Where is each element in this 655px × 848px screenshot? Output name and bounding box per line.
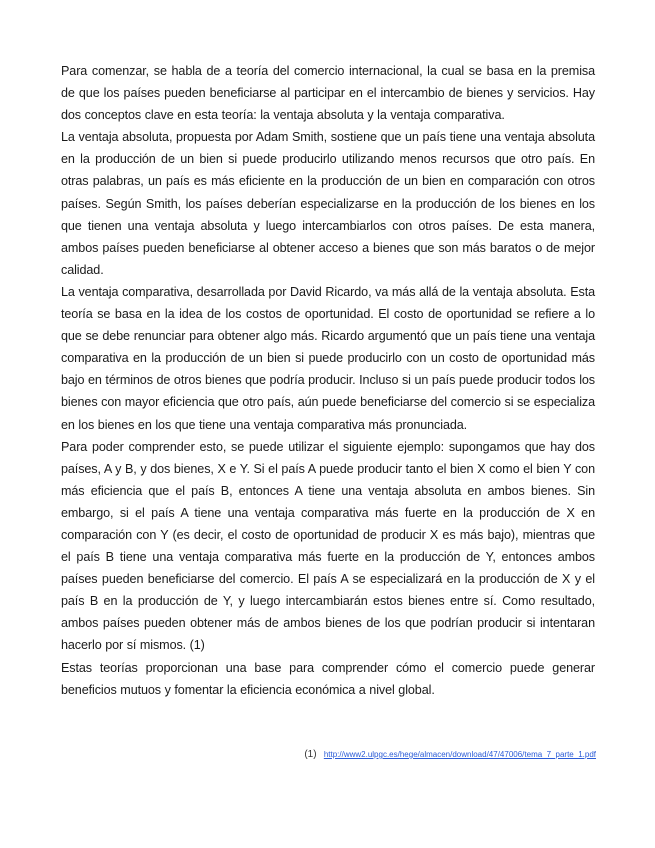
footnote-link[interactable]: http://www2.ulpgc.es/hege/almacen/download/47/47006/tema_7_parte_1.pdf [323,750,596,759]
paragraph-example: Para poder comprender esto, se puede utilizar el siguiente ejemplo: supongamos que hay dos países, A y B, y dos bienes, X e Y. Si el país A puede producir tanto el bien X como el bien Y con más eficiencia que el país B, entonces A tiene una ventaja absoluta en ambos bienes. Sin embargo, si el país A tiene una ventaja comparativa más fuerte en la producción de X en comparación con Y (es decir, el costo de oportunidad de producir X es más bajo), mientras que el país B tiene una ventaja comparativa más fuerte en la producción de Y, entonces ambos países pueden beneficiarse del comercio. El país A se especializará en la producción de X y el país B en la producción de Y, y luego intercambiarán estos bienes entre sí. Como resultado, ambos países pueden obtener más de ambos bienes de los que podrían producir si intentaran hacerlo por sí mismos. (1) [61,439,595,653]
paragraph-intro: Para comenzar, se habla de a teoría del comercio internacional, la cual se basa en la premisa de que los países pueden beneficiarse al participar en el intercambio de bienes y servicios. Hay dos conceptos clave en esta teoría: la ventaja absoluta y la ventaja comparativa. [61,64,595,123]
footnote-number: (1) [304,749,317,760]
paragraph-comparative-advantage: La ventaja comparativa, desarrollada por David Ricardo, va más allá de la ventaja absoluta. Esta teoría se basa en la idea de los costos de oportunidad. El costo de oportunidad se refiere a lo que se debe renunciar para obtener algo más. Ricardo argumentó que un país tiene una ventaja comparativa en la producción de un bien si puede producirlo con un costo de oportunidad más bajo en términos de otros bienes que podría producir. Incluso si un país puede producir todos los bienes con mayor eficiencia que otro país, aún puede beneficiarse del comercio si se especializa en los bienes en los que tiene una ventaja comparativa más pronunciada. [61,284,595,432]
footnote [304,749,596,761]
paragraph-absolute-advantage: La ventaja absoluta, propuesta por Adam Smith, sostiene que un país tiene una ventaja absoluta en la producción de un bien si puede producirlo utilizando menos recursos que otro país. En otras palabras, un país es más eficiente en la producción de un bien en comparación con otros países. Según Smith, los países deberían especializarse en la producción de los bienes en los que tienen una ventaja absoluta y luego intercambiarlos con otros países. De esta manera, ambos países pueden beneficiarse al obtener acceso a bienes que son más baratos o de mejor calidad. [61,130,595,277]
document-body [61,60,595,701]
paragraph-conclusion: Estas teorías proporcionan una base para comprender cómo el comercio puede generar beneficios mutuos y fomentar la eficiencia económica a nivel global. [61,660,595,697]
